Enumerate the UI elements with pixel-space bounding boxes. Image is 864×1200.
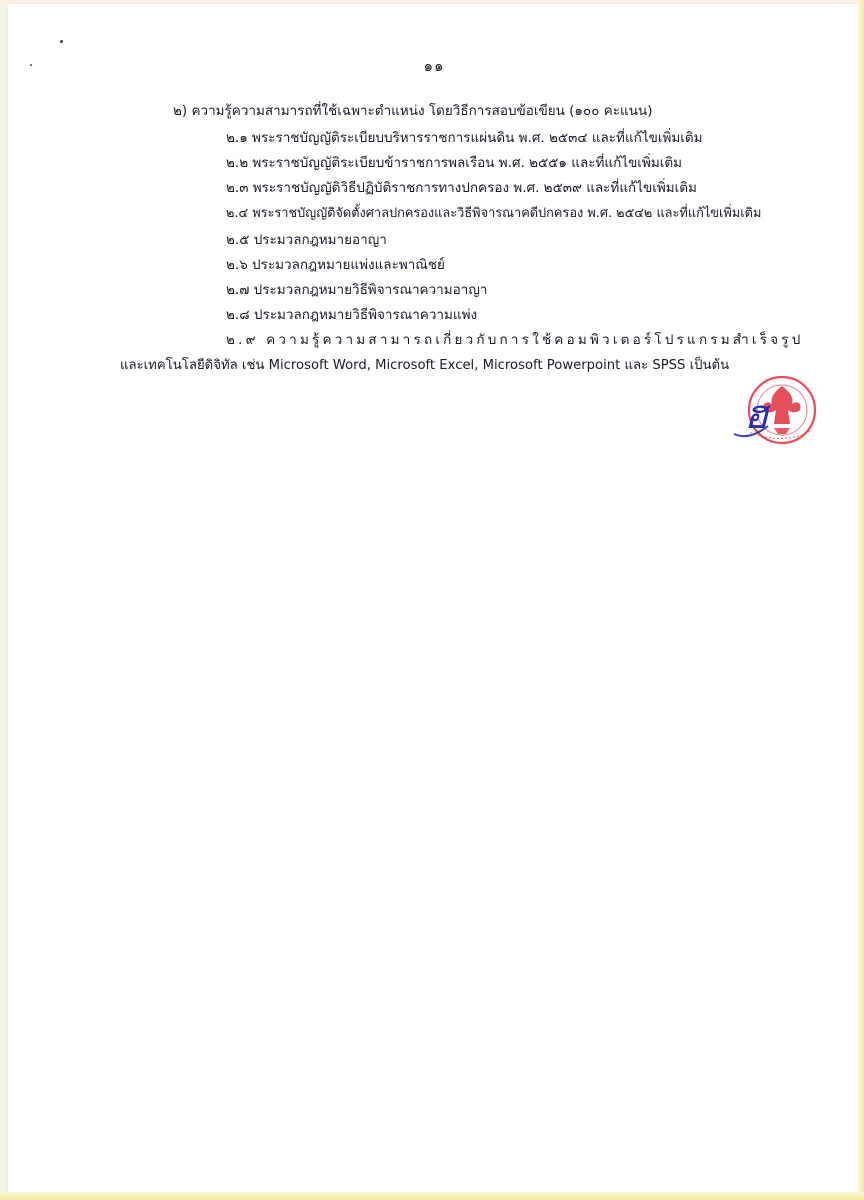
list-item: ๒.๑ พระราชบัญญัติระเบียบบริหารราชการแผ่นดิน พ.ศ. ๒๕๓๔ และที่แก้ไขเพิ่มเติม	[226, 130, 703, 146]
list-item-continuation: และเทคโนโลยีดิจิทัล เช่น Microsoft Word, Microsoft Excel, Microsoft Powerpoint และ SPSS เป็นต้น	[120, 358, 730, 373]
list-item: ๒.๕ ประมวลกฎหมายอาญา	[226, 232, 387, 248]
scan-speck	[60, 40, 63, 43]
page-edge-right	[858, 0, 864, 1200]
page-number: ๑๑	[423, 57, 445, 75]
page-edge-bottom	[0, 1192, 864, 1200]
list-item: ๒.๓ พระราชบัญญัติวิธีปฏิบัติราชการทางปกครอง พ.ศ. ๒๕๓๙ และที่แก้ไขเพิ่มเติม	[226, 180, 697, 196]
list-item: ๒.๖ ประมวลกฎหมายแพ่งและพาณิชย์	[226, 257, 445, 273]
document-page	[8, 4, 860, 1192]
list-item: ๒.๘ ประมวลกฎหมายวิธีพิจารณาความแพ่ง	[226, 307, 478, 323]
official-seal-stamp	[724, 370, 820, 454]
list-item: ๒.๗ ประมวลกฎหมายวิธีพิจารณาความอาญา	[226, 282, 488, 298]
section-heading: ๒) ความรู้ความสามารถที่ใช้เฉพาะตำแหน่ง โดยวิธีการสอบข้อเขียน (๑๐๐ คะแนน)	[173, 103, 653, 119]
list-item: ๒.๒ พระราชบัญญัติระเบียบข้าราชการพลเรือน พ.ศ. ๒๕๕๑ และที่แก้ไขเพิ่มเติม	[226, 155, 683, 171]
list-item: ๒.๔ พระราชบัญญัติจัดตั้งศาลปกครองและวิธีพิจารณาคดีปกครอง พ.ศ. ๒๕๔๒ และที่แก้ไขเพิ่มเติม	[226, 206, 762, 221]
list-item: ๒.๙ ความรู้ความสามารถเกี่ยวกับการใช้คอมพิวเตอร์โปรแกรมสำเร็จรูป	[226, 332, 804, 348]
signature-mark: ฮ	[744, 392, 769, 438]
